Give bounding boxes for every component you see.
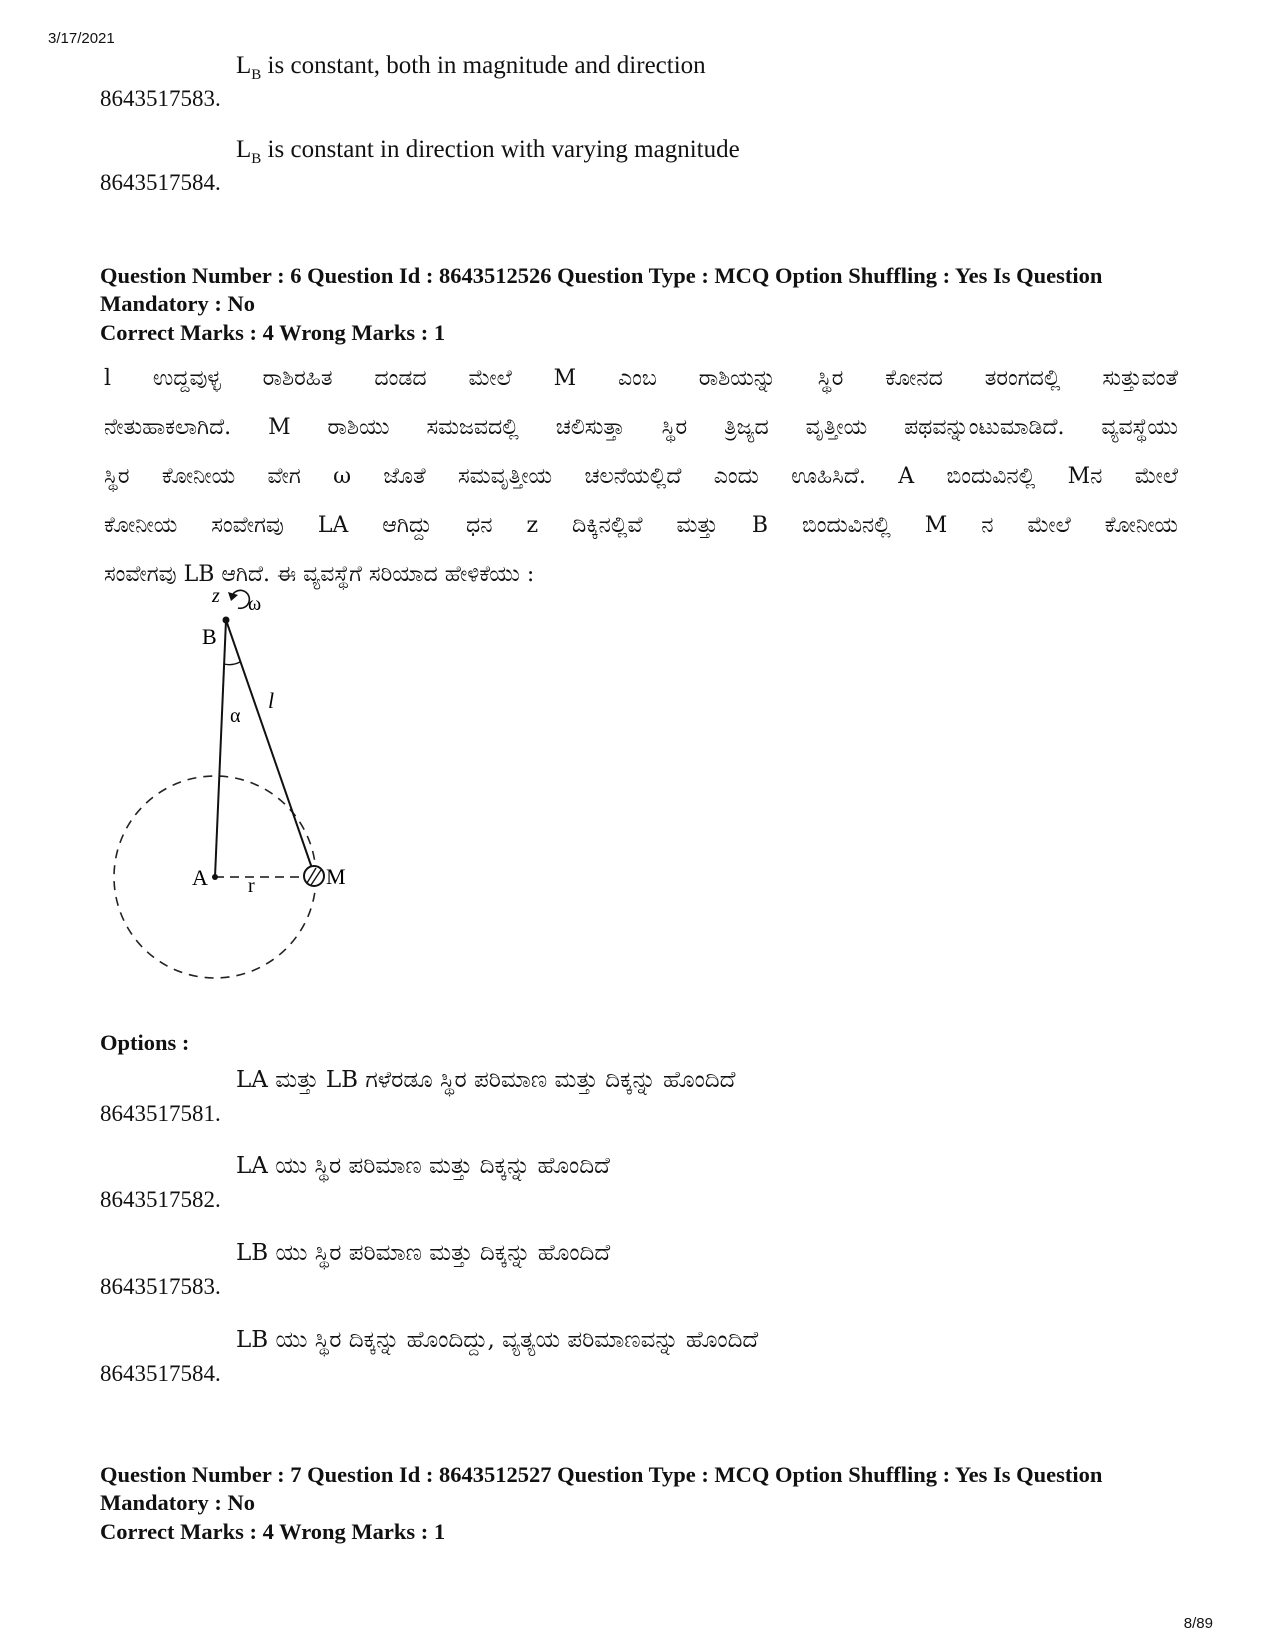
label-m: M: [326, 864, 346, 889]
question-line: ಸಂವೇಗವು LB ಆಗಿದೆ. ಈ ವ್ಯವಸ್ಥೆಗೆ ಸರಿಯಾದ ಹೇಳಿಕೆಯು :: [104, 562, 535, 587]
point-b: [223, 617, 230, 624]
label-l: l: [268, 688, 275, 713]
label-r: r: [248, 875, 255, 897]
option-id: 8643517583.: [100, 1274, 221, 1299]
option-text: $L_B$ is constant in direction with varying magnitude: [236, 136, 740, 167]
rod: [226, 620, 314, 874]
question-line: ಸ್ಥಿರ ಕೋನೀಯ ವೇಗ ω ಜೊತೆ ಸಮವೃತ್ತೀಯ ಚಲನೆಯಲ್ಲಿದೆ ಎಂದು ಊಹಿಸಿದೆ. A ಬಿಂದುವಿನಲ್ಲಿ Mನ ಮೇಲೆ: [104, 464, 1178, 489]
question-line: ನೇತುಹಾಕಲಾಗಿದೆ. M ರಾಶಿಯು ಸಮಜವದಲ್ಲಿ ಚಲಿಸುತ್ತಾ ಸ್ಥಿರ ತ್ರಿಜ್ಯದ ವೃತ್ತೀಯ ಪಥವನ್ನುಂಟುಮಾಡಿದೆ. ವ್ಯವಸ್ಥೆಯು: [104, 415, 1178, 440]
label-b: B: [202, 624, 217, 649]
option-id: 8643517583.: [100, 86, 221, 111]
vertical-axis: [215, 620, 226, 877]
question-7-marks: Correct Marks : 4 Wrong Marks : 1: [100, 1519, 446, 1544]
option-text: $L_B$ is constant, both in magnitude and direction: [236, 52, 706, 83]
question-6-marks: Correct Marks : 4 Wrong Marks : 1: [100, 320, 446, 345]
options-label: Options :: [100, 1030, 190, 1055]
option-text: LB ಯು ಸ್ಥಿರ ದಿಕ್ಕನ್ನು ಹೊಂದಿದ್ದು, ವ್ಯತ್ಯಯ ಪರಿಮಾಣವನ್ನು ಹೊಂದಿದೆ: [236, 1327, 759, 1353]
option-id: 8643517581.: [100, 1101, 221, 1126]
conical-pendulum-diagram: [100, 586, 380, 986]
angle-arc: [224, 662, 240, 665]
question-6-text: [104, 354, 1178, 599]
question-7-header: Question Number : 7 Question Id : 8643512527 Question Type : MCQ Option Shuffling : Yes Is Question Mandatory : No: [100, 1462, 1103, 1515]
print-date: 3/17/2021: [48, 30, 115, 47]
page-number: 8/89: [1183, 1615, 1213, 1632]
option-id: 8643517582.: [100, 1187, 221, 1212]
option-text: LA ಯು ಸ್ಥಿರ ಪರಿಮಾಣ ಮತ್ತು ದಿಕ್ಕನ್ನು ಹೊಂದಿದೆ: [236, 1153, 610, 1179]
option-id: 8643517584.: [100, 1361, 221, 1386]
label-z: z: [212, 586, 220, 607]
question-line: l ಉದ್ದವುಳ್ಳ ರಾಶಿರಹಿತ ದಂಡದ ಮೇಲೆ M ಎಂಬ ರಾಶಿಯನ್ನು ಸ್ಥಿರ ಕೋನದ ತರಂಗದಲ್ಲಿ ಸುತ್ತುವಂತೆ: [104, 366, 1178, 391]
label-omega: ω: [248, 593, 262, 615]
rotation-arrow-icon: [232, 590, 249, 608]
option-text: LB ಯು ಸ್ಥಿರ ಪರಿಮಾಣ ಮತ್ತು ದಿಕ್ಕನ್ನು ಹೊಂದಿದೆ: [236, 1240, 611, 1266]
option-text: LA ಮತ್ತು LB ಗಳೆರಡೂ ಸ್ಥಿರ ಪರಿಮಾಣ ಮತ್ತು ದಿಕ್ಕನ್ನು ಹೊಂದಿದೆ: [236, 1067, 736, 1093]
question-6-header: Question Number : 6 Question Id : 8643512526 Question Type : MCQ Option Shuffling : Yes Is Question Mandatory : No: [100, 263, 1103, 316]
option-id: 8643517584.: [100, 170, 221, 195]
point-a: [212, 874, 218, 880]
label-alpha: α: [230, 705, 241, 727]
label-a: A: [192, 865, 208, 890]
question-line: ಕೋನೀಯ ಸಂವೇಗವು LA ಆಗಿದ್ದು ಧನ z ದಿಕ್ಕಿನಲ್ಲಿವೆ ಮತ್ತು B ಬಿಂದುವಿನಲ್ಲಿ M ನ ಮೇಲೆ ಕೋನೀಯ: [104, 513, 1178, 538]
